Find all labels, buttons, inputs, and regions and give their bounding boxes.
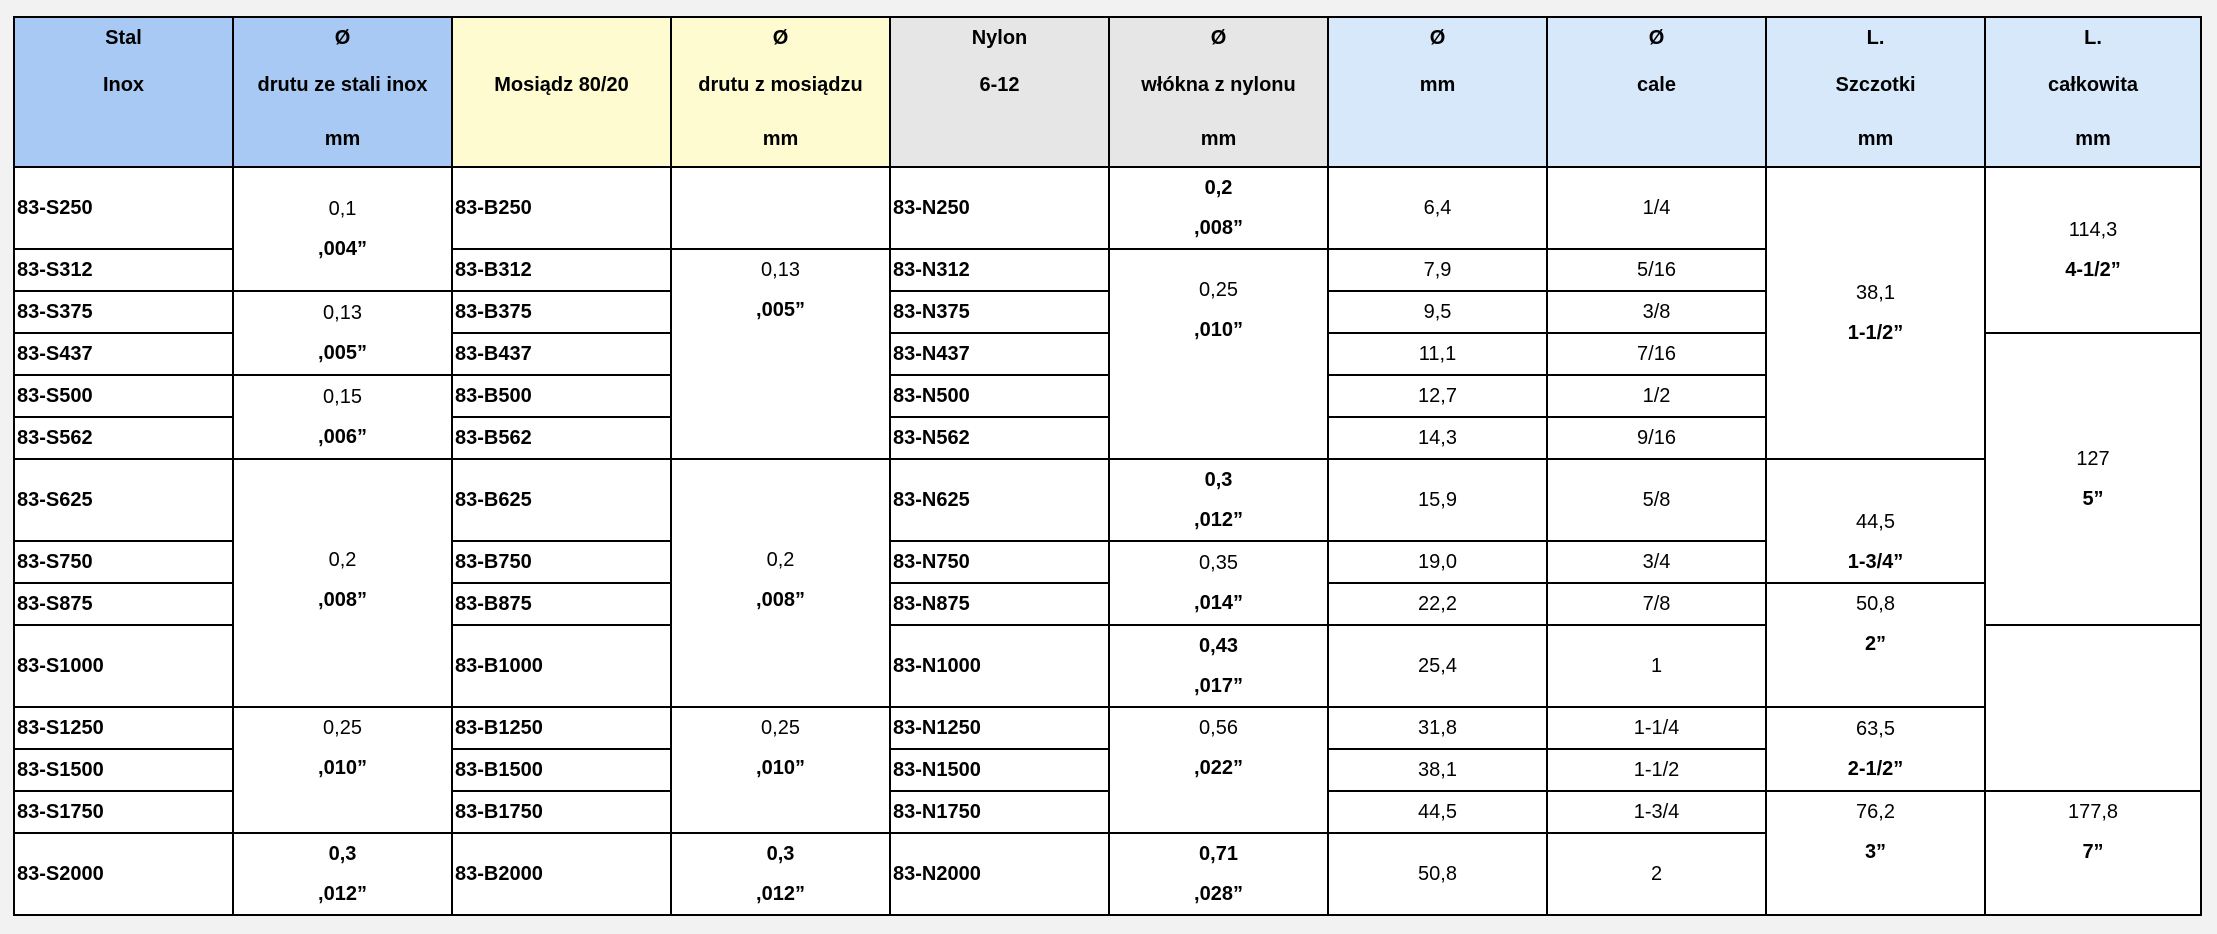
- diameter-inch-value: 1-1/2: [1547, 749, 1766, 791]
- steel-wire-diameter: 0,2 ,008”: [233, 459, 452, 707]
- diameter-symbol: Ø: [334, 27, 351, 49]
- header-steel-diameter-label: drutu ze stali inox: [257, 74, 428, 96]
- header-brush-length: [1766, 17, 1985, 167]
- brush-length-value: 50,8 2”: [1766, 583, 1985, 707]
- brass-wire-diameter: [671, 167, 890, 249]
- brush-length-value: 63,5 2-1/2”: [1766, 707, 1985, 791]
- steel-code: 83-S375: [14, 291, 233, 333]
- diameter-mm-value: 22,2: [1328, 583, 1547, 625]
- nylon-code: 83-N1000: [890, 625, 1109, 707]
- steel-code: 83-S500: [14, 375, 233, 417]
- nylon-code: 83-N875: [890, 583, 1109, 625]
- header-steel-line2: Inox: [102, 74, 145, 96]
- steel-code: 83-S625: [14, 459, 233, 541]
- diameter-inch-value: 1: [1547, 625, 1766, 707]
- header-brush-length-line2: Szczotki: [1835, 74, 1916, 96]
- brush-length-value: 76,2 3”: [1766, 791, 1985, 915]
- diameter-mm-value: 25,4: [1328, 625, 1547, 707]
- diameter-inch-value: 1/2: [1547, 375, 1766, 417]
- steel-wire-diameter: 0,3 ,012”: [233, 833, 452, 915]
- nylon-code: 83-N625: [890, 459, 1109, 541]
- brass-code: 83-B1250: [452, 707, 671, 749]
- header-steel-line1: Stal: [105, 27, 142, 49]
- nylon-code: 83-N375: [890, 291, 1109, 333]
- brush-length-value: 44,5 1-3/4”: [1766, 459, 1985, 583]
- steel-code: 83-S250: [14, 167, 233, 249]
- header-brass-diameter-unit: mm: [762, 128, 799, 150]
- table-row: [14, 459, 2201, 541]
- nylon-fiber-diameter: 0,56 ,022”: [1109, 707, 1328, 833]
- nylon-fiber-diameter: 0,2 ,008”: [1109, 167, 1328, 249]
- brass-code: 83-B500: [452, 375, 671, 417]
- brush-spec-table: [13, 16, 2202, 916]
- brass-code: 83-B1000: [452, 625, 671, 707]
- steel-wire-diameter: 0,1 ,004”: [233, 167, 452, 291]
- header-diameter-mm-unit: mm: [1419, 74, 1456, 96]
- header-brush-length-unit: mm: [1857, 128, 1894, 150]
- diameter-mm-value: 9,5: [1328, 291, 1547, 333]
- header-nylon: [890, 17, 1109, 167]
- header-steel-diameter: [233, 17, 452, 167]
- diameter-inch-value: 3/8: [1547, 291, 1766, 333]
- header-brass: [452, 17, 671, 167]
- total-length-value: 127 5”: [1985, 333, 2201, 625]
- table-row: [14, 167, 2201, 249]
- total-length-value: 114,3 4-1/2”: [1985, 167, 2201, 333]
- nylon-fiber-diameter: 0,3 ,012”: [1109, 459, 1328, 541]
- nylon-fiber-diameter: 0,43 ,017”: [1109, 625, 1328, 707]
- diameter-mm-value: 6,4: [1328, 167, 1547, 249]
- header-total-length-unit: mm: [2075, 128, 2111, 150]
- nylon-code: 83-N1250: [890, 707, 1109, 749]
- diameter-symbol: Ø: [1429, 27, 1446, 49]
- brass-code: 83-B750: [452, 541, 671, 583]
- brass-wire-diameter: 0,13 ,005”: [671, 249, 890, 459]
- diameter-mm-value: 14,3: [1328, 417, 1547, 459]
- brass-code: 83-B312: [452, 249, 671, 291]
- diameter-mm-value: 19,0: [1328, 541, 1547, 583]
- nylon-code: 83-N1750: [890, 791, 1109, 833]
- steel-code: 83-S1000: [14, 625, 233, 707]
- header-nylon-line2: 6-12: [979, 74, 1020, 96]
- steel-code: 83-S875: [14, 583, 233, 625]
- diameter-inch-value: 7/8: [1547, 583, 1766, 625]
- nylon-code: 83-N750: [890, 541, 1109, 583]
- diameter-inch-value: 2: [1547, 833, 1766, 915]
- nylon-code: 83-N562: [890, 417, 1109, 459]
- header-nylon-diameter: [1109, 17, 1328, 167]
- brush-spec-sheet: [13, 16, 2200, 916]
- diameter-mm-value: 44,5: [1328, 791, 1547, 833]
- header-brass-label: Mosiądz 80/20: [494, 74, 629, 96]
- brass-code: 83-B625: [452, 459, 671, 541]
- header-diameter-inch: [1547, 17, 1766, 167]
- diameter-inch-value: 1-3/4: [1547, 791, 1766, 833]
- diameter-inch-value: 3/4: [1547, 541, 1766, 583]
- header-total-length-line2: całkowita: [2047, 74, 2139, 96]
- brass-code: 83-B562: [452, 417, 671, 459]
- diameter-mm-value: 15,9: [1328, 459, 1547, 541]
- header-steel-diameter-unit: mm: [324, 128, 361, 150]
- brass-wire-diameter: 0,3 ,012”: [671, 833, 890, 915]
- brass-wire-diameter: 0,2 ,008”: [671, 459, 890, 707]
- steel-wire-diameter: 0,25 ,010”: [233, 707, 452, 833]
- diameter-inch-value: 5/8: [1547, 459, 1766, 541]
- brush-length-value: 38,1 1-1/2”: [1766, 167, 1985, 459]
- steel-code: 83-S1750: [14, 791, 233, 833]
- steel-code: 83-S1500: [14, 749, 233, 791]
- nylon-code: 83-N2000: [890, 833, 1109, 915]
- diameter-inch-value: 7/16: [1547, 333, 1766, 375]
- diameter-mm-value: 11,1: [1328, 333, 1547, 375]
- steel-code: 83-S312: [14, 249, 233, 291]
- diameter-symbol: Ø: [1210, 27, 1227, 49]
- diameter-symbol: Ø: [772, 27, 789, 49]
- nylon-code: 83-N1500: [890, 749, 1109, 791]
- diameter-mm-value: 7,9: [1328, 249, 1547, 291]
- brass-code: 83-B875: [452, 583, 671, 625]
- steel-code: 83-S562: [14, 417, 233, 459]
- steel-code: 83-S750: [14, 541, 233, 583]
- header-brass-diameter-label: drutu z mosiądzu: [698, 74, 863, 96]
- brass-wire-diameter: 0,25 ,010”: [671, 707, 890, 833]
- header-total-length-line1: L.: [2084, 27, 2102, 49]
- diameter-inch-value: 1/4: [1547, 167, 1766, 249]
- header-nylon-diameter-label: włókna z nylonu: [1141, 74, 1296, 96]
- header-brush-length-line1: L.: [1866, 27, 1885, 49]
- diameter-inch-value: 1-1/4: [1547, 707, 1766, 749]
- nylon-code: 83-N312: [890, 249, 1109, 291]
- nylon-fiber-diameter: 0,71 ,028”: [1109, 833, 1328, 915]
- nylon-code: 83-N437: [890, 333, 1109, 375]
- header-nylon-diameter-unit: mm: [1200, 128, 1237, 150]
- steel-code: 83-S2000: [14, 833, 233, 915]
- diameter-symbol: Ø: [1648, 27, 1665, 49]
- brass-code: 83-B1750: [452, 791, 671, 833]
- diameter-mm-value: 12,7: [1328, 375, 1547, 417]
- steel-code: 83-S437: [14, 333, 233, 375]
- header-steel: [14, 17, 233, 167]
- steel-wire-diameter: 0,13 ,005”: [233, 291, 452, 375]
- diameter-inch-value: 9/16: [1547, 417, 1766, 459]
- total-length-value: 177,8 7”: [1985, 791, 2201, 915]
- nylon-fiber-diameter: 0,25 ,010”: [1109, 249, 1328, 459]
- header-nylon-line1: Nylon: [971, 27, 1028, 49]
- header-brass-diameter: [671, 17, 890, 167]
- diameter-mm-value: 38,1: [1328, 749, 1547, 791]
- brass-code: 83-B2000: [452, 833, 671, 915]
- table-row: [14, 707, 2201, 749]
- nylon-code: 83-N500: [890, 375, 1109, 417]
- header-diameter-mm: [1328, 17, 1547, 167]
- brass-code: 83-B437: [452, 333, 671, 375]
- brass-code: 83-B375: [452, 291, 671, 333]
- nylon-code: 83-N250: [890, 167, 1109, 249]
- brass-code: 83-B1500: [452, 749, 671, 791]
- steel-code: 83-S1250: [14, 707, 233, 749]
- diameter-mm-value: 50,8: [1328, 833, 1547, 915]
- header-diameter-inch-unit: cale: [1637, 74, 1676, 96]
- steel-wire-diameter: 0,15 ,006”: [233, 375, 452, 459]
- diameter-inch-value: 5/16: [1547, 249, 1766, 291]
- diameter-mm-value: 31,8: [1328, 707, 1547, 749]
- nylon-fiber-diameter: 0,35 ,014”: [1109, 541, 1328, 625]
- brass-code: 83-B250: [452, 167, 671, 249]
- header-total-length: [1985, 17, 2201, 167]
